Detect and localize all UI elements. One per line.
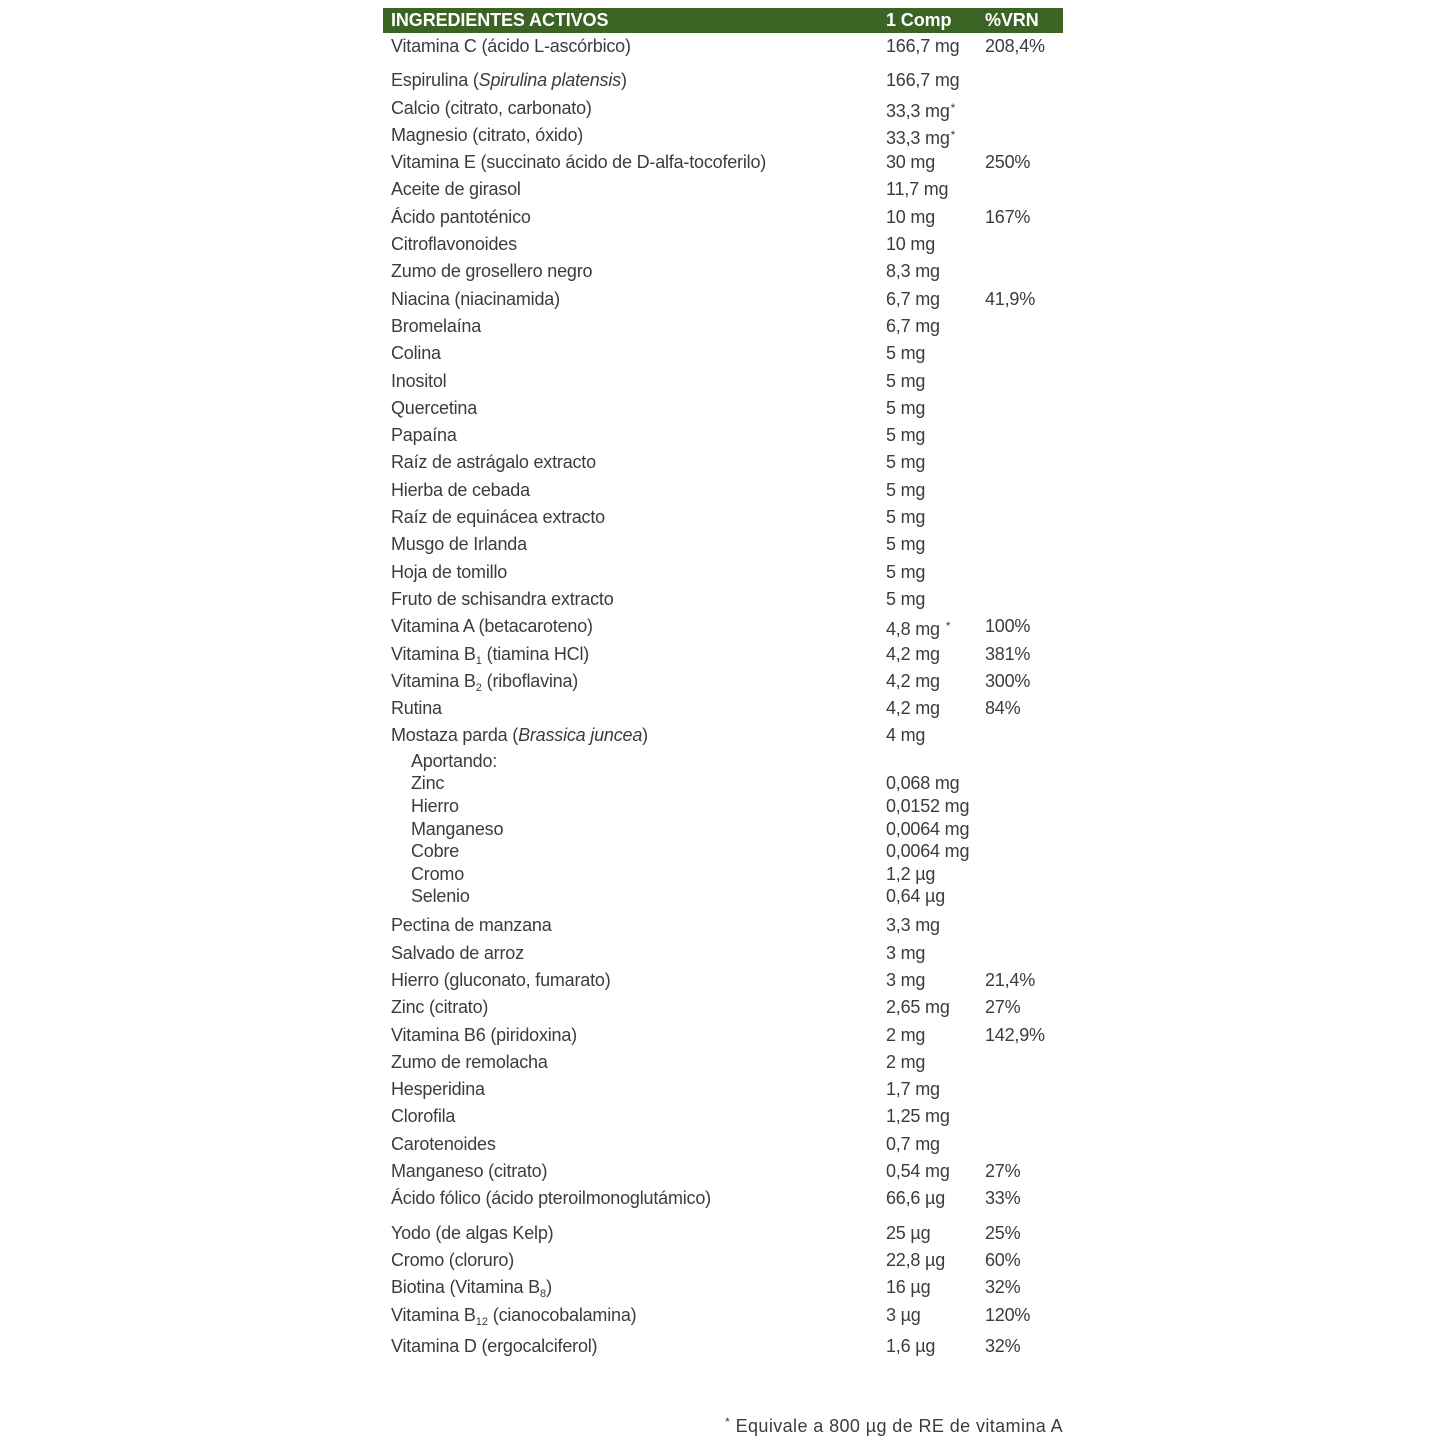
ingredient-name: Manganeso (citrato) xyxy=(391,1161,548,1182)
amount-cell: 33,3 mg* xyxy=(886,100,956,121)
vrn-cell: 32% xyxy=(985,1277,1021,1298)
amount-cell: 0,0064 mg xyxy=(886,841,970,862)
table-row xyxy=(383,1158,1063,1185)
vrn-cell: 21,4% xyxy=(985,969,1036,990)
footnote-text: Equivale a 800 µg de RE de vitamina A xyxy=(730,1416,1063,1436)
ingredient-name: Manganeso xyxy=(411,818,504,839)
amount-cell: 16 µg xyxy=(886,1277,931,1298)
table-row xyxy=(383,368,1063,395)
amount-cell: 1,7 mg xyxy=(886,1079,940,1100)
ingredient-name: Espirulina (Spirulina platensis) xyxy=(391,70,627,91)
table-row xyxy=(383,95,1063,122)
table-row xyxy=(383,722,1063,749)
amount-cell: 166,7 mg xyxy=(886,70,960,91)
vrn-cell: 60% xyxy=(985,1249,1021,1270)
table-row xyxy=(383,122,1063,149)
table-row xyxy=(383,1022,1063,1049)
table-row xyxy=(383,695,1063,722)
ingredient-name: Hierba de cebada xyxy=(391,479,530,500)
ingredient-name: Hierro (gluconato, fumarato) xyxy=(391,969,611,990)
amount-cell: 3,3 mg xyxy=(886,915,940,936)
amount-cell: 0,0152 mg xyxy=(886,795,970,816)
amount-cell: 22,8 µg xyxy=(886,1249,946,1270)
table-row xyxy=(383,885,1063,908)
amount-cell: 3 mg xyxy=(886,969,926,990)
amount-cell: 33,3 mg* xyxy=(886,127,956,148)
table-row xyxy=(383,940,1063,967)
table-row xyxy=(383,340,1063,367)
table-row xyxy=(383,422,1063,449)
amount-cell: 4 mg xyxy=(886,725,926,746)
table-row xyxy=(383,149,1063,176)
table-row xyxy=(383,231,1063,258)
ingredient-name: Clorofila xyxy=(391,1106,456,1127)
ingredient-name: Rutina xyxy=(391,698,442,719)
ingredient-name: Raíz de astrágalo extracto xyxy=(391,452,596,473)
asterisk-marker: * xyxy=(950,100,956,115)
amount-cell: 5 mg xyxy=(886,452,926,473)
ingredient-name: Ácido pantoténico xyxy=(391,206,531,227)
amount-cell: 10 mg xyxy=(886,206,936,227)
ingredient-name: Hoja de tomillo xyxy=(391,561,508,582)
ingredient-name: Vitamina $B_{12}$ (cianocobalamina) xyxy=(391,1304,637,1328)
amount-cell: 0,7 mg xyxy=(886,1133,940,1154)
vrn-cell: 100% xyxy=(985,616,1031,637)
table-row xyxy=(383,840,1063,863)
amount-cell: 6,7 mg xyxy=(886,288,940,309)
table-body xyxy=(383,33,1063,1361)
table-row xyxy=(383,204,1063,231)
amount-cell: 5 mg xyxy=(886,397,926,418)
table-row xyxy=(383,449,1063,476)
header-vrn: %VRN xyxy=(985,10,1039,30)
table-row xyxy=(383,994,1063,1021)
asterisk-marker: * xyxy=(950,127,956,142)
table-row xyxy=(383,613,1063,640)
ingredient-name: Zinc (citrato) xyxy=(391,997,489,1018)
ingredient-name: Yodo (de algas Kelp) xyxy=(391,1222,554,1243)
ingredient-name: Fruto de schisandra extracto xyxy=(391,588,614,609)
amount-cell: 5 mg xyxy=(886,588,926,609)
table-row xyxy=(383,1302,1063,1329)
ingredients-table xyxy=(383,8,1063,1361)
table-row xyxy=(383,967,1063,994)
vrn-cell: 142,9% xyxy=(985,1024,1045,1045)
ingredient-name: Musgo de Irlanda xyxy=(391,534,527,555)
ingredient-name: Papaína xyxy=(391,425,457,446)
amount-cell: 0,64 µg xyxy=(886,886,946,907)
amount-cell: 4,2 mg xyxy=(886,643,940,664)
vrn-cell: 27% xyxy=(985,1161,1021,1182)
ingredient-name: Vitamina B6 (piridoxina) xyxy=(391,1024,577,1045)
amount-cell: 2,65 mg xyxy=(886,997,950,1018)
table-row xyxy=(383,286,1063,313)
amount-cell: 2 mg xyxy=(886,1024,926,1045)
table-row xyxy=(383,1076,1063,1103)
vrn-cell: 33% xyxy=(985,1188,1021,1209)
amount-cell: 11,7 mg xyxy=(886,179,949,200)
table-row xyxy=(383,504,1063,531)
ingredient-name: Hesperidina xyxy=(391,1079,485,1100)
ingredient-name: Calcio (citrato, carbonato) xyxy=(391,97,592,118)
ingredient-name: Ácido fólico (ácido pteroilmonoglutámico) xyxy=(391,1188,711,1209)
ingredient-name: Raíz de equinácea extracto xyxy=(391,507,605,528)
ingredient-name: Bromelaína xyxy=(391,315,482,336)
amount-cell: 3 mg xyxy=(886,942,926,963)
table-row xyxy=(383,258,1063,285)
amount-cell: 0,54 mg xyxy=(886,1161,950,1182)
ingredient-name: Vitamina $B_2$ (riboflavina) xyxy=(391,670,579,694)
vrn-cell: 27% xyxy=(985,997,1021,1018)
amount-cell: 5 mg xyxy=(886,479,926,500)
ingredient-name: Zumo de grosellero negro xyxy=(391,261,593,282)
header-ingredients-activos: INGREDIENTES ACTIVOS xyxy=(391,10,609,30)
vrn-cell: 300% xyxy=(985,670,1031,691)
table-row xyxy=(383,586,1063,613)
ingredient-name: Pectina de manzana xyxy=(391,915,552,936)
amount-cell: 3 µg xyxy=(886,1304,921,1325)
ingredient-name: Salvado de arroz xyxy=(391,942,524,963)
table-row xyxy=(383,1220,1063,1247)
table-row xyxy=(383,772,1063,795)
ingredient-name: Vitamina C (ácido L-ascórbico) xyxy=(391,36,631,56)
vrn-cell: 41,9% xyxy=(985,288,1036,309)
table-row xyxy=(383,313,1063,340)
ingredient-name: Vitamina $B_1$ (tiamina HCl) xyxy=(391,643,590,667)
ingredient-name: Zumo de remolacha xyxy=(391,1051,548,1072)
vrn-cell: 167% xyxy=(985,206,1031,227)
amount-cell: 4,2 mg xyxy=(886,670,940,691)
ingredient-name: Colina xyxy=(391,343,441,364)
ingredient-name: Niacina (niacinamida) xyxy=(391,288,560,309)
ingredient-name: Cobre xyxy=(411,841,460,862)
amount-cell: 5 mg xyxy=(886,343,926,364)
amount-cell: 4,8 mg * xyxy=(886,619,951,640)
table-row xyxy=(383,67,1063,94)
table-row xyxy=(383,795,1063,818)
vrn-cell: 208,4% xyxy=(985,36,1045,56)
ingredient-name: Vitamina A (betacaroteno) xyxy=(391,616,593,637)
footnote xyxy=(383,1410,1063,1434)
amount-cell: 5 mg xyxy=(886,425,926,446)
ingredient-name: Citroflavonoides xyxy=(391,234,517,255)
amount-cell: 2 mg xyxy=(886,1051,926,1072)
vrn-cell: 250% xyxy=(985,152,1031,173)
amount-cell: 30 mg xyxy=(886,152,936,173)
amount-cell: 5 mg xyxy=(886,561,926,582)
table-row xyxy=(383,1131,1063,1158)
ingredient-name: Aceite de girasol xyxy=(391,179,521,200)
table-row xyxy=(383,176,1063,203)
table-row xyxy=(383,641,1063,668)
ingredient-name: Selenio xyxy=(411,886,470,907)
header-1-comp: 1 Comp xyxy=(886,10,952,30)
amount-cell: 1,2 µg xyxy=(886,863,936,884)
amount-cell: 1,6 µg xyxy=(886,1336,936,1357)
table-row xyxy=(383,477,1063,504)
ingredient-name: Hierro xyxy=(411,795,459,816)
amount-cell: 25 µg xyxy=(886,1222,931,1243)
ingredient-name: Vitamina E (succinato ácido de D-alfa-tocoferilo) xyxy=(391,152,767,173)
amount-cell: 6,7 mg xyxy=(886,315,940,336)
table-row xyxy=(383,863,1063,886)
ingredient-name: Carotenoides xyxy=(391,1133,496,1154)
table-row xyxy=(383,1103,1063,1130)
table-header xyxy=(383,8,1063,33)
table-row xyxy=(383,750,1063,773)
ingredient-name: Zinc xyxy=(411,773,445,794)
ingredient-name: Inositol xyxy=(391,370,447,391)
table-row xyxy=(383,531,1063,558)
ingredient-name: Vitamina D (ergocalciferol) xyxy=(391,1336,598,1357)
ingredient-name: Magnesio (citrato, óxido) xyxy=(391,124,584,145)
table-row xyxy=(383,1185,1063,1212)
ingredient-name: Cromo (cloruro) xyxy=(391,1249,515,1270)
amount-cell: 1,25 mg xyxy=(886,1106,950,1127)
ingredient-name: Quercetina xyxy=(391,397,478,418)
table-row xyxy=(383,1333,1063,1360)
vrn-cell: 32% xyxy=(985,1336,1021,1357)
ingredient-name: Cromo xyxy=(411,863,465,884)
amount-cell: 10 mg xyxy=(886,234,936,255)
vrn-cell: 84% xyxy=(985,698,1021,719)
amount-cell: 166,7 mg xyxy=(886,36,960,56)
ingredient-name: Biotina (Vitamina $B_8$) xyxy=(391,1277,552,1301)
table-row xyxy=(383,395,1063,422)
table-row xyxy=(383,33,1063,60)
table-row xyxy=(383,1049,1063,1076)
amount-cell: 0,068 mg xyxy=(886,773,960,794)
vrn-cell: 381% xyxy=(985,643,1031,664)
table-row xyxy=(383,818,1063,841)
table-row xyxy=(383,668,1063,695)
table-row xyxy=(383,912,1063,939)
amount-cell: 66,6 µg xyxy=(886,1188,946,1209)
ingredient-name: Aportando: xyxy=(411,750,498,771)
amount-cell: 5 mg xyxy=(886,507,926,528)
table-row xyxy=(383,559,1063,586)
amount-cell: 8,3 mg xyxy=(886,261,940,282)
vrn-cell: 120% xyxy=(985,1304,1031,1325)
amount-cell: 5 mg xyxy=(886,370,926,391)
amount-cell: 0,0064 mg xyxy=(886,818,970,839)
vrn-cell: 25% xyxy=(985,1222,1021,1243)
asterisk-marker: * xyxy=(945,619,951,634)
ingredient-name: Mostaza parda (Brassica juncea) xyxy=(391,725,648,746)
amount-cell: 5 mg xyxy=(886,534,926,555)
amount-cell: 4,2 mg xyxy=(886,698,940,719)
footnote-asterisk: * xyxy=(725,1415,731,1429)
table-row xyxy=(383,1274,1063,1301)
table-row xyxy=(383,1247,1063,1274)
